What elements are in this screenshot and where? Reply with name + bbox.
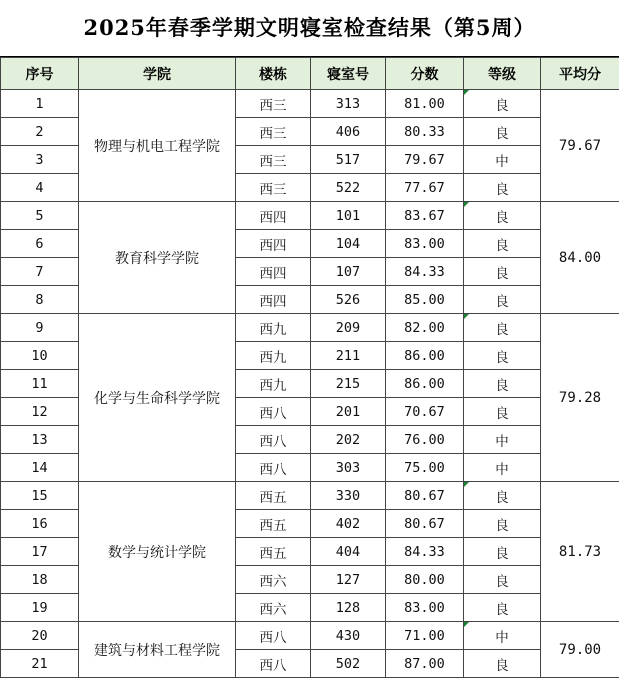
cell-building[interactable]: 西六 bbox=[236, 594, 311, 622]
cell-score[interactable]: 77.67 bbox=[386, 174, 464, 202]
cell-index[interactable]: 20 bbox=[1, 622, 79, 650]
cell-building[interactable]: 西三 bbox=[236, 146, 311, 174]
cell-room[interactable]: 215 bbox=[311, 370, 386, 398]
cell-score[interactable]: 83.00 bbox=[386, 594, 464, 622]
cell-grade[interactable]: 良 bbox=[464, 286, 541, 314]
cell-building[interactable]: 西三 bbox=[236, 90, 311, 118]
cell-room[interactable]: 404 bbox=[311, 538, 386, 566]
cell-room[interactable]: 101 bbox=[311, 202, 386, 230]
cell-room[interactable]: 127 bbox=[311, 566, 386, 594]
cell-room[interactable]: 303 bbox=[311, 454, 386, 482]
cell-room[interactable]: 522 bbox=[311, 174, 386, 202]
cell-building[interactable]: 西八 bbox=[236, 622, 311, 650]
cell-room[interactable]: 330 bbox=[311, 482, 386, 510]
header-room[interactable]: 寝室号 bbox=[311, 58, 386, 90]
cell-room[interactable]: 209 bbox=[311, 314, 386, 342]
cell-building[interactable]: 西三 bbox=[236, 174, 311, 202]
cell-score[interactable]: 86.00 bbox=[386, 370, 464, 398]
table-body bbox=[1, 90, 619, 678]
cell-score[interactable]: 80.00 bbox=[386, 566, 464, 594]
header-index[interactable]: 序号 bbox=[1, 58, 79, 90]
cell-room[interactable]: 430 bbox=[311, 622, 386, 650]
cell-building[interactable]: 西九 bbox=[236, 342, 311, 370]
cell-score[interactable]: 85.00 bbox=[386, 286, 464, 314]
cell-index[interactable]: 8 bbox=[1, 286, 79, 314]
cell-index[interactable]: 10 bbox=[1, 342, 79, 370]
cell-index[interactable]: 1 bbox=[1, 90, 79, 118]
header-college[interactable]: 学院 bbox=[79, 58, 236, 90]
cell-index[interactable]: 4 bbox=[1, 174, 79, 202]
table-row bbox=[1, 622, 619, 650]
cell-grade[interactable]: 中 bbox=[464, 454, 541, 482]
cell-grade[interactable]: 良 bbox=[464, 314, 541, 342]
cell-grade[interactable]: 良 bbox=[464, 202, 541, 230]
cell-college[interactable]: 建筑与材料工程学院 bbox=[79, 622, 236, 678]
cell-index[interactable]: 2 bbox=[1, 118, 79, 146]
cell-grade[interactable]: 良 bbox=[464, 258, 541, 286]
cell-college[interactable]: 数学与统计学院 bbox=[79, 482, 236, 622]
cell-room[interactable]: 201 bbox=[311, 398, 386, 426]
cell-score[interactable]: 82.00 bbox=[386, 314, 464, 342]
cell-building[interactable]: 西五 bbox=[236, 538, 311, 566]
cell-grade[interactable]: 良 bbox=[464, 90, 541, 118]
cell-score[interactable]: 80.33 bbox=[386, 118, 464, 146]
cell-score[interactable]: 70.67 bbox=[386, 398, 464, 426]
cell-index[interactable]: 17 bbox=[1, 538, 79, 566]
cell-grade[interactable]: 良 bbox=[464, 230, 541, 258]
cell-average[interactable]: 84.00 bbox=[541, 202, 619, 314]
cell-building[interactable]: 西四 bbox=[236, 258, 311, 286]
cell-index[interactable]: 19 bbox=[1, 594, 79, 622]
cell-average[interactable]: 79.28 bbox=[541, 314, 619, 482]
cell-building[interactable]: 西九 bbox=[236, 370, 311, 398]
cell-index[interactable]: 15 bbox=[1, 482, 79, 510]
cell-score[interactable]: 83.00 bbox=[386, 230, 464, 258]
cell-index[interactable]: 9 bbox=[1, 314, 79, 342]
sheet-title: 2025年春季学期文明寝室检查结果（第5周） bbox=[0, 0, 619, 57]
cell-index[interactable]: 11 bbox=[1, 370, 79, 398]
cell-index[interactable]: 3 bbox=[1, 146, 79, 174]
cell-grade[interactable]: 中 bbox=[464, 426, 541, 454]
cell-index[interactable]: 6 bbox=[1, 230, 79, 258]
table-row bbox=[1, 482, 619, 510]
cell-index[interactable]: 16 bbox=[1, 510, 79, 538]
cell-grade[interactable]: 中 bbox=[464, 622, 541, 650]
cell-room[interactable]: 517 bbox=[311, 146, 386, 174]
cell-grade[interactable]: 良 bbox=[464, 370, 541, 398]
cell-grade[interactable]: 良 bbox=[464, 538, 541, 566]
header-building[interactable]: 楼栋 bbox=[236, 58, 311, 90]
cell-building[interactable]: 西九 bbox=[236, 314, 311, 342]
cell-building[interactable]: 西四 bbox=[236, 202, 311, 230]
cell-room[interactable]: 104 bbox=[311, 230, 386, 258]
cell-score[interactable]: 81.00 bbox=[386, 90, 464, 118]
cell-average[interactable]: 81.73 bbox=[541, 482, 619, 622]
cell-average[interactable]: 79.00 bbox=[541, 622, 619, 678]
cell-room[interactable]: 202 bbox=[311, 426, 386, 454]
cell-score[interactable]: 76.00 bbox=[386, 426, 464, 454]
cell-grade[interactable]: 良 bbox=[464, 650, 541, 678]
cell-score[interactable]: 71.00 bbox=[386, 622, 464, 650]
cell-score[interactable]: 84.33 bbox=[386, 258, 464, 286]
cell-college[interactable]: 物理与机电工程学院 bbox=[79, 90, 236, 202]
cell-building[interactable]: 西四 bbox=[236, 286, 311, 314]
cell-grade[interactable]: 良 bbox=[464, 482, 541, 510]
cell-room[interactable]: 502 bbox=[311, 650, 386, 678]
cell-room[interactable]: 313 bbox=[311, 90, 386, 118]
cell-index[interactable]: 5 bbox=[1, 202, 79, 230]
cell-grade[interactable]: 中 bbox=[464, 146, 541, 174]
cell-building[interactable]: 西五 bbox=[236, 510, 311, 538]
header-row bbox=[1, 58, 619, 90]
cell-score[interactable]: 83.67 bbox=[386, 202, 464, 230]
cell-score[interactable]: 75.00 bbox=[386, 454, 464, 482]
header-score[interactable]: 分数 bbox=[386, 58, 464, 90]
header-average[interactable]: 平均分 bbox=[541, 58, 619, 90]
cell-grade[interactable]: 良 bbox=[464, 594, 541, 622]
cell-room[interactable]: 406 bbox=[311, 118, 386, 146]
cell-average[interactable]: 79.67 bbox=[541, 90, 619, 202]
cell-score[interactable]: 86.00 bbox=[386, 342, 464, 370]
cell-college[interactable]: 化学与生命科学学院 bbox=[79, 314, 236, 482]
cell-index[interactable]: 7 bbox=[1, 258, 79, 286]
cell-room[interactable]: 128 bbox=[311, 594, 386, 622]
cell-grade[interactable]: 良 bbox=[464, 118, 541, 146]
cell-score[interactable]: 79.67 bbox=[386, 146, 464, 174]
cell-grade[interactable]: 良 bbox=[464, 566, 541, 594]
cell-building[interactable]: 西八 bbox=[236, 398, 311, 426]
cell-index[interactable]: 13 bbox=[1, 426, 79, 454]
cell-building[interactable]: 西六 bbox=[236, 566, 311, 594]
cell-building[interactable]: 西四 bbox=[236, 230, 311, 258]
cell-score[interactable]: 80.67 bbox=[386, 510, 464, 538]
cell-grade[interactable]: 良 bbox=[464, 398, 541, 426]
cell-grade[interactable]: 良 bbox=[464, 510, 541, 538]
cell-room[interactable]: 211 bbox=[311, 342, 386, 370]
table-row bbox=[1, 90, 619, 118]
cell-building[interactable]: 西八 bbox=[236, 426, 311, 454]
results-table bbox=[0, 57, 619, 678]
cell-index[interactable]: 14 bbox=[1, 454, 79, 482]
cell-building[interactable]: 西八 bbox=[236, 454, 311, 482]
cell-grade[interactable]: 良 bbox=[464, 342, 541, 370]
cell-college[interactable]: 教育科学学院 bbox=[79, 202, 236, 314]
cell-index[interactable]: 18 bbox=[1, 566, 79, 594]
cell-room[interactable]: 526 bbox=[311, 286, 386, 314]
cell-building[interactable]: 西三 bbox=[236, 118, 311, 146]
cell-room[interactable]: 402 bbox=[311, 510, 386, 538]
cell-score[interactable]: 84.33 bbox=[386, 538, 464, 566]
cell-grade[interactable]: 良 bbox=[464, 174, 541, 202]
cell-score[interactable]: 87.00 bbox=[386, 650, 464, 678]
table-row bbox=[1, 314, 619, 342]
cell-index[interactable]: 21 bbox=[1, 650, 79, 678]
cell-building[interactable]: 西八 bbox=[236, 650, 311, 678]
cell-index[interactable]: 12 bbox=[1, 398, 79, 426]
cell-building[interactable]: 西五 bbox=[236, 482, 311, 510]
cell-score[interactable]: 80.67 bbox=[386, 482, 464, 510]
header-grade[interactable]: 等级 bbox=[464, 58, 541, 90]
table-row bbox=[1, 202, 619, 230]
cell-room[interactable]: 107 bbox=[311, 258, 386, 286]
